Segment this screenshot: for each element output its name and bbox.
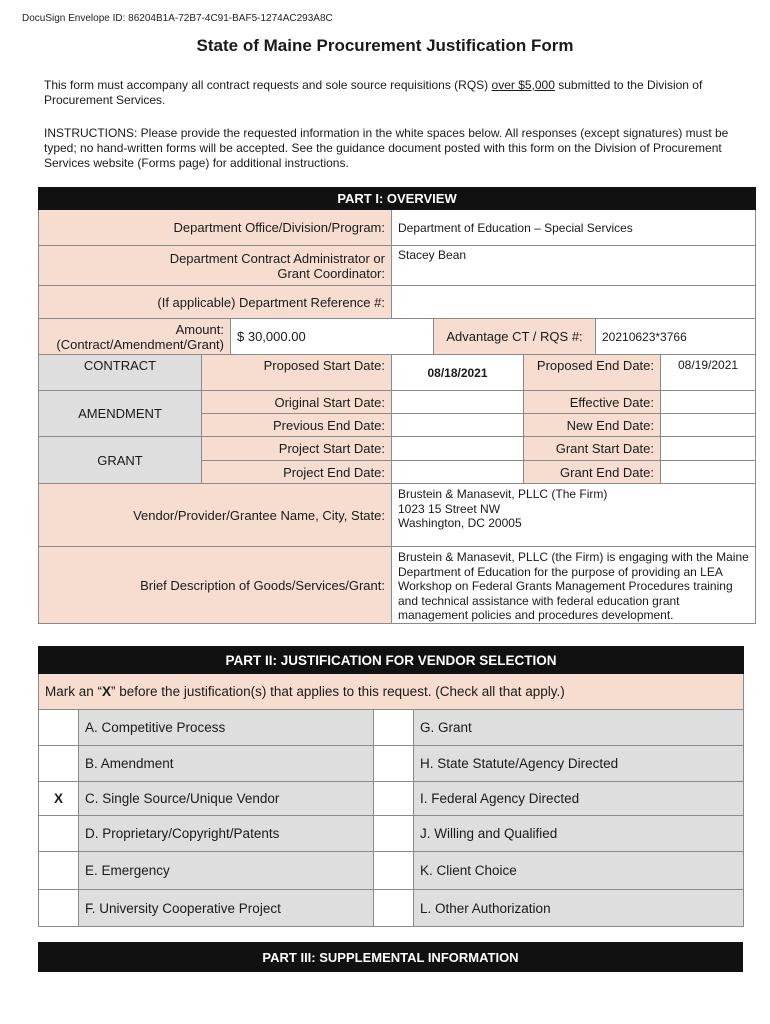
proposed-end-field[interactable]: 08/19/2021 [661,355,756,391]
part1-header: PART I: OVERVIEW [39,188,756,210]
new-end-field[interactable] [661,414,756,437]
instruction-x: X [102,684,112,699]
contract-label: CONTRACT [39,355,202,391]
new-end-label: New End Date: [524,414,661,437]
vendor-line-2: 1023 15 Street NW [398,501,501,516]
proposed-start-label: Proposed Start Date: [202,355,392,391]
option-l: L. Other Authorization [414,890,744,927]
advantage-label: Advantage CT / RQS #: [434,319,596,355]
grant-end-field[interactable] [661,461,756,484]
proposed-start-field[interactable]: 08/18/2021 [392,355,524,391]
checkbox-a[interactable] [39,710,79,746]
previous-end-label: Previous End Date: [202,414,392,437]
option-i: I. Federal Agency Directed [414,782,744,816]
option-d: D. Proprietary/Copyright/Patents [79,816,374,852]
advantage-field[interactable]: 20210623*3766 [596,319,756,355]
checkbox-c[interactable]: X [39,782,79,816]
justification-row [39,852,744,890]
instructions-paragraph: INSTRUCTIONS: Please provide the requested information in the white spaces below. All responses (except signatures) must be typed; no hand-written forms will be accepted. See the guidance document posted with this form on the Division of Procurement Services website (Forms page) for additional instructions. [44,126,729,170]
description-field[interactable]: Brustein & Manasevit, PLLC (the Firm) is engaging with the Maine Department of Education for the purpose of providing an LEA Workshop on Federal Grants Management Procedures training and technical assistance with federal education grant management policies and procedures development. [392,547,756,624]
grant-label: GRANT [39,437,202,484]
project-start-label: Project Start Date: [202,437,392,461]
original-start-field[interactable] [392,391,524,414]
checkbox-e[interactable] [39,852,79,890]
previous-end-field[interactable] [392,414,524,437]
proposed-end-label: Proposed End Date: [524,355,661,391]
part1-table [38,187,756,624]
ref-label: (If applicable) Department Reference #: [39,286,392,319]
part2-header: PART II: JUSTIFICATION FOR VENDOR SELECTION [39,647,744,674]
checkbox-f[interactable] [39,890,79,927]
justification-row [39,710,744,746]
part2-table [38,646,744,927]
justification-row [39,782,744,816]
option-g: G. Grant [414,710,744,746]
option-c: C. Single Source/Unique Vendor [79,782,374,816]
intro-text-after: submitted to the Division of Procurement Services. [44,78,703,107]
admin-label-line1: Department Contract Administrator or [169,250,385,266]
option-f: F. University Cooperative Project [79,890,374,927]
project-start-field[interactable] [392,437,524,461]
justification-row [39,746,744,782]
part2-instruction [39,674,744,710]
docusign-envelope-id: DocuSign Envelope ID: 86204B1A-72B7-4C91-BAF5-1274AC293A8C [22,13,333,24]
justification-row [39,890,744,927]
project-end-field[interactable] [392,461,524,484]
grant-start-label: Grant Start Date: [524,437,661,461]
grant-end-label: Grant End Date: [524,461,661,484]
instruction-after: ” before the justification(s) that applies to this request. (Check all that apply.) [111,684,565,699]
checkbox-l[interactable] [374,890,414,927]
admin-field[interactable]: Stacey Bean [392,246,756,286]
grant-start-field[interactable] [661,437,756,461]
intro-paragraph [44,78,744,108]
effective-date-label: Effective Date: [524,391,661,414]
description-label: Brief Description of Goods/Services/Grant: [39,547,392,624]
admin-label [39,246,392,286]
original-start-label: Original Start Date: [202,391,392,414]
intro-text-before: This form must accompany all contract requests and sole source requisitions (RQS) [44,78,492,92]
checkbox-d[interactable] [39,816,79,852]
option-h: H. State Statute/Agency Directed [414,746,744,782]
effective-date-field[interactable] [661,391,756,414]
dept-label: Department Office/Division/Program: [39,210,392,246]
justification-row [39,816,744,852]
checkbox-h[interactable] [374,746,414,782]
intro-threshold: over $5,000 [491,78,555,92]
form-title: State of Maine Procurement Justification Form [196,36,574,55]
amount-label-line1: Amount: [175,321,224,337]
option-k: K. Client Choice [414,852,744,890]
option-j: J. Willing and Qualified [414,816,744,852]
checkbox-k[interactable] [374,852,414,890]
part3-header: PART III: SUPPLEMENTAL INFORMATION [39,943,743,972]
vendor-field[interactable] [392,484,756,547]
project-end-label: Project End Date: [202,461,392,484]
amendment-label: AMENDMENT [39,391,202,437]
checkbox-i[interactable] [374,782,414,816]
amount-label-line2: (Contract/Amendment/Grant) [56,336,224,352]
amount-field[interactable]: $ 30,000.00 [231,319,434,355]
instruction-before: Mark an “ [45,684,103,699]
part3-table [38,942,743,972]
checkbox-j[interactable] [374,816,414,852]
vendor-line-1: Brustein & Manasevit, PLLC (The Firm) [398,487,608,501]
ref-field[interactable] [392,286,756,319]
option-b: B. Amendment [79,746,374,782]
amount-label [39,319,231,355]
admin-label-line2: Grant Coordinator: [277,265,385,281]
checkbox-g[interactable] [374,710,414,746]
vendor-line-3: Washington, DC 20005 [398,516,522,530]
vendor-label: Vendor/Provider/Grantee Name, City, State: [39,484,392,547]
checkbox-b[interactable] [39,746,79,782]
option-e: E. Emergency [79,852,374,890]
dept-field[interactable]: Department of Education – Special Services [392,210,756,246]
option-a: A. Competitive Process [79,710,374,746]
